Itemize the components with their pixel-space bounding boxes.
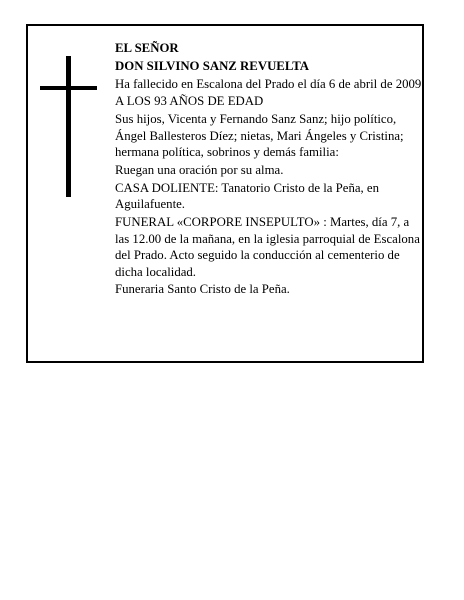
notice-text-block: [115, 40, 423, 299]
family-line: Sus hijos, Vicenta y Fernando Sanz Sanz; hijo político, Ángel Ballesteros Díez; nietas, Mari Ángeles y Cristina; hermana política, sobrinos y demás familia:: [115, 112, 404, 160]
cross-horizontal-bar: [40, 86, 97, 90]
deceased-name: DON SILVINO SANZ REVUELTA: [115, 58, 310, 73]
obituary-notice: [26, 24, 424, 363]
cross-vertical-bar: [66, 56, 71, 197]
mourning-house-line: CASA DOLIENTE: Tanatorio Cristo de la Peña, en Aguilafuente.: [115, 180, 380, 212]
funeral-home-line: Funeraria Santo Cristo de la Peña.: [115, 282, 290, 297]
death-notice: Ha fallecido en Escalona del Prado el día 6 de abril de 2009: [115, 76, 422, 91]
prayer-line: Ruegan una oración por su alma.: [115, 162, 284, 177]
notice-title: EL SEÑOR: [115, 41, 179, 55]
age-line: A LOS 93 AÑOS DE EDAD: [115, 94, 264, 109]
funeral-line: FUNERAL «CORPORE INSEPULTO» : Martes, día 7, a las 12.00 de la mañana, en la iglesia parroquial de Escalona del Prado. Acto seguido la conducción al cementerio de dicha localidad.: [115, 215, 420, 279]
